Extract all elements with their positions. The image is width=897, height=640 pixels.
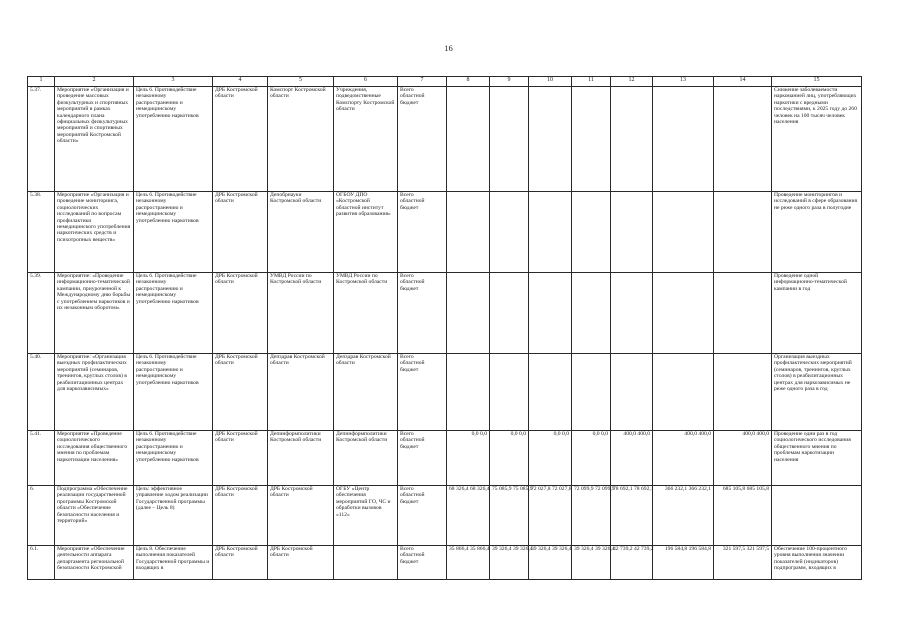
value-col-13 [653,354,714,431]
value-col-8 [447,192,490,273]
funding-source: Всего областной бюджет [398,431,447,486]
value-col-8: 0,0 0,0 [447,431,490,486]
table-row [28,354,862,431]
column-number: 9 [490,77,529,87]
value-col-13 [653,192,714,273]
value-col-14 [714,273,772,354]
column-number-row [28,77,862,87]
value-col-12: 42 739,2 42 739,2 [611,546,653,580]
column-number: 15 [772,77,862,87]
goal-text: Цель 6. Противодействие незаконному распространению и немедицинскому употреблению наркотиков [134,192,213,273]
table-row [28,192,862,273]
value-col-13: 400,0 400,0 [653,431,714,486]
coordinator: ДРБ Костромской области [213,192,268,273]
value-col-11 [572,192,611,273]
event-name: Мероприятие «Проведение социологического исследования общественного мнения по проблемам наркотизации населения» [55,431,134,486]
executor: Депобрнауки Костромской области [268,192,334,273]
event-name: Мероприятие «Обеспечение деятельности аппарата департамента региональной безопасности Костромской [55,546,134,580]
column-number: 11 [572,77,611,87]
table-row [28,87,862,192]
expected-result: Обеспечение 100-процентного уровня выполнения значении показателей (индикаторов) подпрограмм, входящих в [772,546,862,580]
value-col-12 [611,354,653,431]
event-name: Мероприятие «Организация и проведение массовых физкультурных и спортивных мероприятий в рамках календарного плана официальных физкультурных мероприятий и спортивных мероприятий Костромской области» [55,87,134,192]
funds-recipient: ОГБУ «Центр обеспечения мероприятий ГО, ЧС и обработки вызовов «112» [334,486,398,546]
value-col-9 [490,273,529,354]
value-col-12 [611,273,653,354]
executor: ДРБ Костромской области [268,486,334,546]
executor: ДРБ Костромской области [268,546,334,580]
funding-source: Всего областной бюджет [398,546,447,580]
coordinator: ДРБ Костромской области [213,431,268,486]
column-number: 7 [398,77,447,87]
goal-text: Цель: эффективное управление ходом реализации Государственной программы (далее – Цель 8) [134,486,213,546]
value-col-13 [653,87,714,192]
value-col-10 [529,87,572,192]
funds-recipient: Депинформполитики Костромской области [334,431,398,486]
funds-recipient: УМВД России по Костромской области [334,273,398,354]
expected-result: Проведение одной информационно-тематической кампании в год [772,273,862,354]
executor: УМВД России по Костромской области [268,273,334,354]
row-number: 5.37. [28,87,55,192]
value-col-13 [653,273,714,354]
value-col-12: 400,0 400,0 [611,431,653,486]
coordinator: ДРБ Костромской области [213,354,268,431]
value-col-11 [572,354,611,431]
column-number: 1 [28,77,55,87]
column-number: 10 [529,77,572,87]
value-col-10: 39 326,4 39 326,4 [529,546,572,580]
value-col-12: 78 692,1 78 692,1 [611,486,653,546]
column-number: 12 [611,77,653,87]
row-number: 5.41. [28,431,55,486]
coordinator: ДРБ Костромской области [213,87,268,192]
value-col-9 [490,354,529,431]
value-col-8 [447,273,490,354]
funding-source: Всего областной бюджет [398,87,447,192]
value-col-14: 321 597,5 321 597,5 [714,546,772,580]
value-col-12 [611,192,653,273]
value-col-8 [447,354,490,431]
goal-text: Цель 8. Обеспечение выполнения показателей Государственной программы и входящих в [134,546,213,580]
program-table [27,76,862,580]
event-name: Мероприятие: «Проведение информационно-тематической кампании, приуроченной к Международному дню борьбы с употреблением наркотиков и их незаконным оборотом» [55,273,134,354]
column-number: 14 [714,77,772,87]
table-body [28,77,862,580]
value-col-9: 39 326,4 39 326,4 [490,546,529,580]
expected-result: Проведение мониторингов и исследований в сфере образования не реже одного раза в полугодие [772,192,862,273]
coordinator: ДРБ Костромской области [213,273,268,354]
coordinator: ДРБ Костромской области [213,486,268,546]
value-col-11: 72 099,9 72 099,9 [572,486,611,546]
column-number: 4 [213,77,268,87]
value-col-9 [490,192,529,273]
value-col-11: 0,0 0,0 [572,431,611,486]
funding-source: Всего областной бюджет [398,273,447,354]
funding-source: Всего областной бюджет [398,486,447,546]
value-col-10 [529,354,572,431]
executor: Депинформполитики Костромской области [268,431,334,486]
value-col-14: 685 105,8 685 105,8 [714,486,772,546]
row-number: 6. [28,486,55,546]
table-row [28,431,862,486]
funds-recipient [334,546,398,580]
executor: Комспорт Костромской области [268,87,334,192]
funds-recipient: Учреждения, подведомственные Комспорту Костромской области [334,87,398,192]
column-number: 6 [334,77,398,87]
value-col-10 [529,273,572,354]
value-col-12 [611,87,653,192]
column-number: 3 [134,77,213,87]
event-name: Подпрограмма «Обеспечение реализации государственной программы Костромской области «Обеспечение безопасности населения и территорий» [55,486,134,546]
value-col-10: 72 027,8 72 027,8 [529,486,572,546]
funding-source: Всего областной бюджет [398,354,447,431]
row-number: 5.39. [28,273,55,354]
event-name: Мероприятие: «Организация выездных профилактических мероприятий (семинаров, тренингов, круглых столов) в реабилитационных центрах для наркозависимых» [55,354,134,431]
value-col-13: 366 232,1 366 232,1 [653,486,714,546]
row-number: 5.40. [28,354,55,431]
row-number: 6.1. [28,546,55,580]
funds-recipient: Депздрав Костромской области [334,354,398,431]
row-number: 5.38. [28,192,55,273]
value-col-8 [447,87,490,192]
value-col-14: 400,0 400,0 [714,431,772,486]
value-col-10: 0,0 0,0 [529,431,572,486]
column-number: 13 [653,77,714,87]
value-col-11 [572,87,611,192]
executor: Депздрав Костромской области [268,354,334,431]
page-number: 16 [444,43,453,53]
value-col-14 [714,354,772,431]
goal-text: Цель 6. Противодействие незаконному распространению и немедицинскому употреблению наркотиков [134,354,213,431]
value-col-9: 0,0 0,0 [490,431,529,486]
goal-text: Цель 6. Противодействие незаконному распространению и немедицинскому употреблению наркотиков [134,431,213,486]
table-row [28,546,862,580]
value-col-14 [714,87,772,192]
value-col-9 [490,87,529,192]
value-col-9: 75 085,9 75 085,9 [490,486,529,546]
table-row [28,486,862,546]
expected-result: Проведение одни раз в год социологического исследования общественного мнения по проблемам наркотизации населения [772,431,862,486]
goal-text: Цель 6. Противодействие незаконному распространению и немедицинскому употреблению наркотиков [134,87,213,192]
value-col-8: 35 866,4 35 866,4 [447,546,490,580]
value-col-10 [529,192,572,273]
column-number: 8 [447,77,490,87]
expected-result: Организация выездных профилактических мероприятий (семинаров, тренингов, круглых столов) в реабилитационных центрах для наркозависимых не реже одного раза в год [772,354,862,431]
column-number: 5 [268,77,334,87]
column-number: 2 [55,77,134,87]
value-col-13: 196 584,8 196 584,8 [653,546,714,580]
funding-source: Всего областной бюджет [398,192,447,273]
value-col-11 [572,273,611,354]
value-col-11: 39 326,4 39 326,4 [572,546,611,580]
funds-recipient: ОГБОУ ДПО «Костромской областной институт развития образования» [334,192,398,273]
coordinator: ДРБ Костромской области [213,546,268,580]
event-name: Мероприятие «Организация и проведение мониторинга, социологических исследований по вопросам профилактики немедицинского употребления наркотических средств и психотропных веществ» [55,192,134,273]
table-row [28,273,862,354]
expected-result: Снижение заболеваемости наркоманией лиц, употребляющих наркотики с вредными последствиями, к 2025 году до 260 человек на 100 тысяч человек населения [772,87,862,192]
expected-result [772,486,862,546]
value-col-8: 68 326,4 68 326,4 [447,486,490,546]
goal-text: Цель 6. Противодействие незаконному распространению и немедицинскому употреблению наркотиков [134,273,213,354]
value-col-14 [714,192,772,273]
